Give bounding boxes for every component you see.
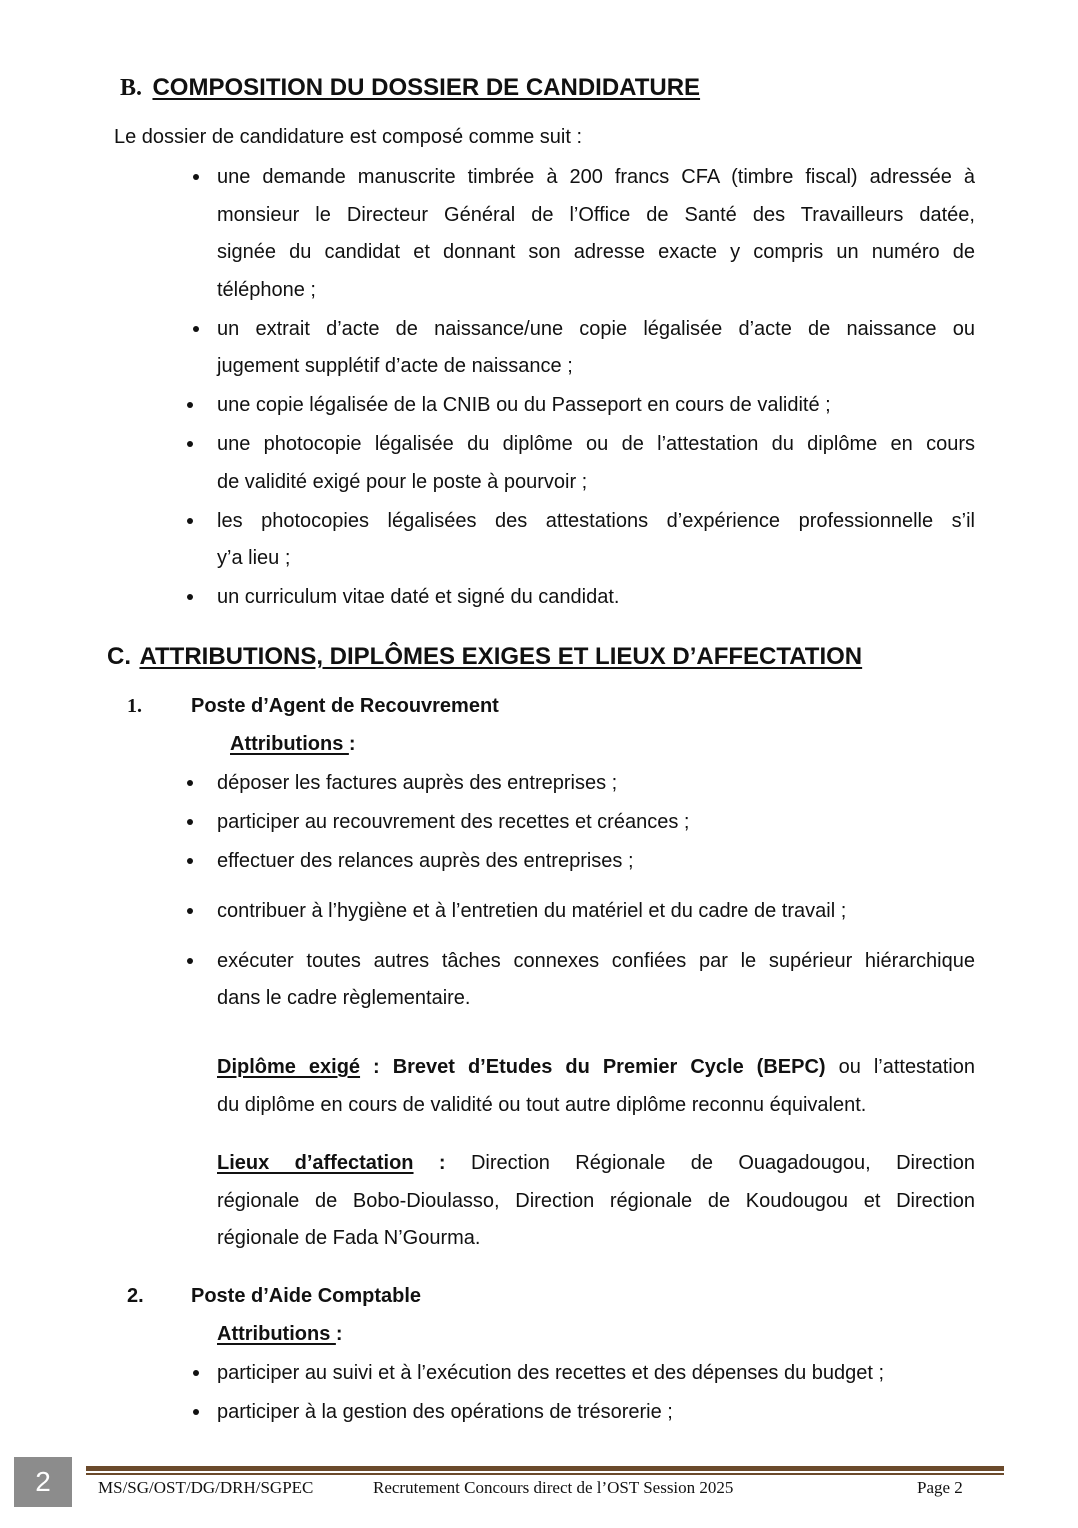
list-item-line: participer au recouvrement des recettes et créances ;: [217, 811, 690, 833]
post-1-diplome-line-2: du diplôme en cours de validité ou tout autre diplôme reconnu équivalent.: [217, 1094, 867, 1116]
list-item-line: de validité exigé pour le poste à pourvoir ;: [217, 471, 588, 493]
section-b-title: COMPOSITION DU DOSSIER DE CANDIDATURE: [152, 74, 701, 101]
list-item-line: une photocopie légalisée du diplôme ou de l’attestation du diplôme en cours: [217, 433, 975, 455]
bullet-icon: [187, 958, 193, 964]
footer-title: Recrutement Concours direct de l’OST Session 2025: [373, 1478, 734, 1497]
section-c-heading: [107, 643, 862, 671]
post-1-number: 1.: [127, 695, 142, 717]
bullet-icon: [187, 819, 193, 825]
bullet-icon: [193, 174, 199, 180]
list-item-line: contribuer à l’hygiène et à l’entretien du matériel et du cadre de travail ;: [217, 900, 847, 922]
footer-reference: MS/SG/OST/DG/DRH/SGPEC: [98, 1478, 314, 1497]
lieux-label: Lieux d’affectation: [217, 1152, 414, 1174]
section-b-intro: Le dossier de candidature est composé comme suit :: [114, 126, 583, 148]
section-b-letter: B.: [120, 75, 143, 101]
bullet-icon: [187, 441, 193, 447]
section-b-heading: [120, 74, 700, 102]
footer-rule: [86, 1466, 1004, 1471]
footer-page-label: Page 2: [917, 1478, 963, 1497]
list-item-line: téléphone ;: [217, 279, 316, 301]
diplome-value: Brevet d’Etudes du Premier Cycle (BEPC): [392, 1056, 826, 1078]
list-item-line: les photocopies légalisées des attestations d’expérience professionnelle s’il: [217, 510, 975, 532]
post-1-attributions-heading: Attributions :: [230, 733, 356, 755]
bullet-icon: [193, 1370, 199, 1376]
post-1-lieux-line-3: régionale de Fada N’Gourma.: [217, 1227, 481, 1249]
list-item-line: une copie légalisée de la CNIB ou du Passeport en cours de validité ;: [217, 394, 831, 416]
list-item-line: exécuter toutes autres tâches connexes confiées par le supérieur hiérarchique: [217, 950, 975, 972]
list-item-line: jugement supplétif d’acte de naissance ;: [217, 355, 573, 377]
footer-rule-thin: [86, 1473, 1004, 1475]
bullet-icon: [187, 518, 193, 524]
post-2-number: 2.: [127, 1285, 144, 1307]
list-item-line: déposer les factures auprès des entreprises ;: [217, 772, 618, 794]
post-2-title: Poste d’Aide Comptable: [191, 1285, 422, 1307]
list-item-line: un extrait d’acte de naissance/une copie légalisée d’acte de naissance ou: [217, 318, 975, 340]
list-item-line: un curriculum vitae daté et signé du candidat.: [217, 586, 620, 608]
list-item-line: effectuer des relances auprès des entreprises ;: [217, 850, 634, 872]
page-number-badge: 2: [14, 1457, 72, 1507]
list-item-line: participer au suivi et à l’exécution des recettes et des dépenses du budget ;: [217, 1362, 885, 1384]
post-1-lieux-line: Lieux d’affectation : Direction Régionale de Ouagadougou, Direction: [217, 1152, 975, 1174]
bullet-icon: [187, 594, 193, 600]
section-c-title: ATTRIBUTIONS, DIPLÔMES EXIGES ET LIEUX D’AFFECTATION: [139, 643, 863, 670]
post-1-lieux-line-2: régionale de Bobo-Dioulasso, Direction régionale de Koudougou et Direction: [217, 1190, 975, 1212]
bullet-icon: [187, 908, 193, 914]
list-item-line: une demande manuscrite timbrée à 200 francs CFA (timbre fiscal) adressée à: [217, 166, 975, 188]
section-c-letter: C.: [107, 643, 131, 670]
list-item-line: monsieur le Directeur Général de l’Office de Santé des Travailleurs datée,: [217, 204, 975, 226]
bullet-icon: [193, 1409, 199, 1415]
list-item-line: dans le cadre règlementaire.: [217, 987, 471, 1009]
bullet-icon: [187, 858, 193, 864]
bullet-icon: [187, 402, 193, 408]
post-1-diplome-line: Diplôme exigé : Brevet d’Etudes du Premier Cycle (BEPC) ou l’attestation: [217, 1056, 975, 1078]
diplome-label: Diplôme exigé: [217, 1056, 361, 1078]
bullet-icon: [193, 326, 199, 332]
list-item-line: participer à la gestion des opérations de trésorerie ;: [217, 1401, 673, 1423]
post-1-title: Poste d’Agent de Recouvrement: [191, 695, 499, 717]
bullet-icon: [187, 780, 193, 786]
post-2-attributions-heading: Attributions :: [217, 1323, 343, 1345]
list-item-line: signée du candidat et donnant son adresse exacte y compris un numéro de: [217, 241, 975, 263]
list-item-line: y’a lieu ;: [217, 547, 291, 569]
